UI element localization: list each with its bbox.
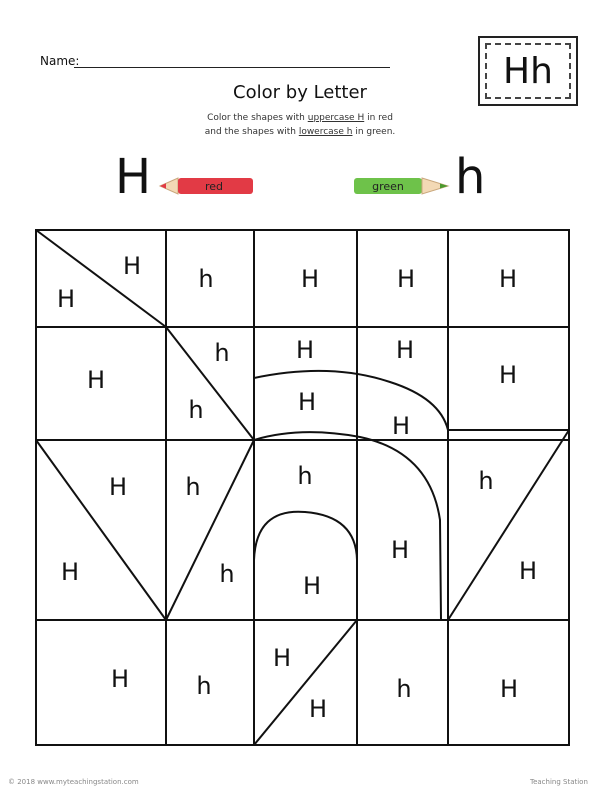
diag-r3c5 bbox=[448, 430, 569, 620]
cell-letter-25[interactable]: h bbox=[196, 672, 212, 700]
key-lower-letter: h bbox=[455, 149, 486, 205]
instr-2u: lowercase h bbox=[298, 127, 353, 137]
cell-letter-26[interactable]: H bbox=[272, 644, 292, 672]
cell-letter-9[interactable]: h bbox=[188, 396, 204, 424]
cell-letter-8[interactable]: h bbox=[214, 339, 230, 367]
cell-letter-20[interactable]: H bbox=[390, 536, 410, 564]
key-upper-letter: H bbox=[115, 149, 152, 205]
cell-letter-2[interactable]: H bbox=[56, 285, 76, 313]
cell-letter-10[interactable]: H bbox=[295, 336, 315, 364]
cell-letter-19[interactable]: h bbox=[297, 462, 313, 490]
cell-letter-4[interactable]: H bbox=[300, 265, 320, 293]
arch-middle bbox=[254, 432, 441, 620]
red-pencil-label: red bbox=[204, 180, 224, 193]
instr-2b: in green. bbox=[352, 127, 396, 137]
cell-letter-13[interactable]: H bbox=[297, 388, 317, 416]
footer-brand: Teaching Station bbox=[530, 778, 588, 786]
cell-letter-21[interactable]: h bbox=[478, 467, 494, 495]
cell-letter-15[interactable]: H bbox=[108, 473, 128, 501]
cell-letter-24[interactable]: H bbox=[110, 665, 130, 693]
instr-2a: and the shapes with bbox=[204, 127, 299, 137]
instr-1u: uppercase H bbox=[307, 113, 365, 123]
instr-1b: in red bbox=[364, 113, 393, 123]
cell-letter-7[interactable]: H bbox=[86, 366, 106, 394]
diag-r4c3 bbox=[254, 620, 357, 745]
cell-letter-5[interactable]: H bbox=[396, 265, 416, 293]
diag-r2c2 bbox=[166, 327, 254, 440]
cell-letter-22[interactable]: H bbox=[518, 557, 538, 585]
cell-letter-29[interactable]: H bbox=[499, 675, 519, 703]
cell-letter-11[interactable]: H bbox=[395, 336, 415, 364]
cell-letter-27[interactable]: H bbox=[308, 695, 328, 723]
name-label: Name: bbox=[40, 54, 80, 68]
green-pencil-label: green bbox=[372, 180, 404, 193]
page-title: Color by Letter bbox=[233, 82, 367, 103]
diag-r1c1 bbox=[36, 230, 166, 327]
cell-letter-23[interactable]: H bbox=[302, 572, 322, 600]
cell-letter-3[interactable]: h bbox=[198, 265, 214, 293]
cell-letter-28[interactable]: h bbox=[396, 675, 412, 703]
footer-copyright: © 2018 www.myteachingstation.com bbox=[8, 778, 139, 786]
arch-inner bbox=[254, 512, 357, 620]
cell-letter-14[interactable]: H bbox=[391, 412, 411, 440]
cell-letter-1[interactable]: H bbox=[122, 252, 142, 280]
cell-letter-12[interactable]: H bbox=[498, 361, 518, 389]
cell-letter-18[interactable]: h bbox=[219, 560, 235, 588]
diag-r3c2 bbox=[166, 440, 254, 620]
badge-text: Hh bbox=[485, 43, 571, 99]
diag-r3c1 bbox=[36, 440, 166, 620]
instr-1a: Color the shapes with bbox=[207, 113, 308, 123]
cell-letter-16[interactable]: H bbox=[60, 558, 80, 586]
cell-letter-6[interactable]: H bbox=[498, 265, 518, 293]
cell-letter-17[interactable]: h bbox=[185, 473, 201, 501]
